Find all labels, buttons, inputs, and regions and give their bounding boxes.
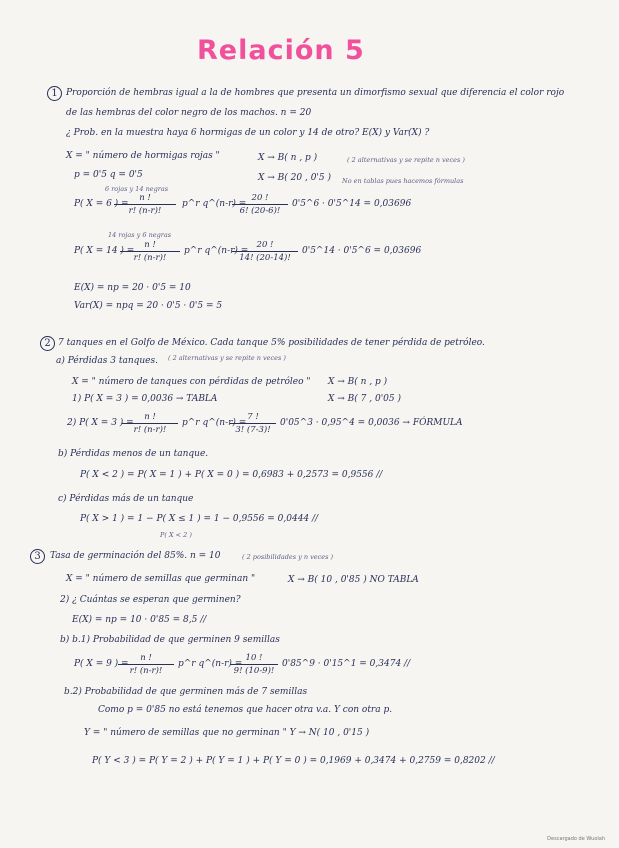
p1-combination-20-14 xyxy=(232,240,298,263)
p1-note-tables: No en tablas pues hacemos fórmulas xyxy=(342,177,464,185)
fraction-numerator: 20 ! xyxy=(251,193,269,203)
p1-combination-formula-2 xyxy=(120,240,180,263)
p1-p6-lhs: P( X = 6 ) = xyxy=(74,199,129,209)
fraction-numerator: n ! xyxy=(139,193,151,203)
p3-p9-result: 0'85^9 · 0'15^1 = 0,3474 // xyxy=(282,659,411,669)
page-title: Relación 5 xyxy=(197,35,365,66)
p1-combination-20-6 xyxy=(232,193,288,216)
p2-variable-definition: X = " número de tanques con pérdidas de petróleo " xyxy=(72,377,311,387)
p2-combination-7-3 xyxy=(230,412,276,435)
p2-part-c-subnote: P( X < 2 ) xyxy=(160,531,192,539)
problem-1-number: 1 xyxy=(47,86,62,101)
problem-3-number: 3 xyxy=(30,549,45,564)
p3-combination-formula xyxy=(118,653,174,676)
p2-result-formula: 0'05^3 · 0,95^4 = 0,0036 → FÓRMULA xyxy=(280,418,463,428)
p3-part-b2-definition: Y = " número de semillas que no germinan " Y → N( 10 , 0'15 ) xyxy=(84,728,370,738)
p1-p14-lhs: P( X = 14 ) = xyxy=(74,246,135,256)
fraction-numerator: n ! xyxy=(144,412,156,422)
fraction-denominator: r! (n-r)! xyxy=(128,206,162,216)
p2-distribution: X → B( 7 , 0'05 ) xyxy=(328,394,401,404)
p3-part-b1: b) b.1) Probabilidad de que germinen 9 semillas xyxy=(60,635,280,645)
p3-expected-value: E(X) = np = 10 · 0'85 = 8,5 // xyxy=(72,615,207,625)
p3-part-b2: b.2) Probabilidad de que germinen más de 7 semillas xyxy=(64,687,308,697)
p2-pq-power: p^r q^(n-r) = xyxy=(182,418,247,428)
p1-question: ¿ Prob. en la muestra haya 6 hormigas de un color y 14 de otro? E(X) y Var(X) ? xyxy=(66,128,430,138)
fraction-denominator: r! (n-r)! xyxy=(133,253,167,263)
p1-p6-result: 0'5^6 · 0'5^14 = 0,03696 xyxy=(292,199,412,209)
p3-variable-definition: X = " número de semillas que germinan " xyxy=(66,574,256,584)
p2-result-table: 1) P( X = 3 ) = 0,0036 → TABLA xyxy=(72,394,218,404)
p2-part-a: a) Pérdidas 3 tanques. xyxy=(56,356,158,366)
fraction-denominator: 3! (7-3)! xyxy=(235,425,271,435)
p1-expected-value: E(X) = np = 20 · 0'5 = 10 xyxy=(74,283,191,293)
p3-p9-lhs: P( X = 9 ) = xyxy=(74,659,129,669)
watermark-logo xyxy=(547,836,605,842)
problem-2-number: 2 xyxy=(40,336,55,351)
fraction-numerator: n ! xyxy=(140,653,152,663)
p3-question-2: 2) ¿ Cuántas se esperan que germinen? xyxy=(60,595,241,605)
fraction-numerator: 7 ! xyxy=(247,412,259,422)
p1-pq-power-1: p^r q^(n-r) = xyxy=(182,199,247,209)
p3-combination-10-9 xyxy=(230,653,278,676)
p1-statement-line2: de las hembras del color negro de los machos. n = 20 xyxy=(66,108,312,118)
p3-pq-power: p^r q^(n-r) = xyxy=(178,659,243,669)
p2-part-b-equation: P( X < 2 ) = P( X = 1 ) + P( X = 0 ) = 0,6983 + 0,2573 = 0,9556 // xyxy=(80,470,383,480)
p1-pq-power-2: p^r q^(n-r) = xyxy=(184,246,249,256)
p1-label-6-rojas: 6 rojas y 14 negras xyxy=(105,185,169,193)
p1-variable-definition: X = " número de hormigas rojas " xyxy=(66,151,220,161)
p2-part-c: c) Pérdidas más de un tanque xyxy=(58,494,194,504)
p2-part-c-equation: P( X > 1 ) = 1 − P( X ≤ 1 ) = 1 − 0,9556 = 0,0444 // xyxy=(80,514,319,524)
p1-variance: Var(X) = npq = 20 · 0'5 · 0'5 = 5 xyxy=(74,301,223,311)
p2-p3-lhs: 2) P( X = 3 ) = xyxy=(67,418,134,428)
fraction-numerator: 20 ! xyxy=(256,240,274,250)
p2-part-b: b) Pérdidas menos de un tanque. xyxy=(58,449,209,459)
p1-note-alternatives: ( 2 alternativas y se repite n veces ) xyxy=(347,156,465,164)
p1-distribution-generic: X → B( n , p ) xyxy=(258,153,318,163)
fraction-denominator: r! (n-r)! xyxy=(129,666,163,676)
p1-p14-result: 0'5^14 · 0'5^6 = 0,03696 xyxy=(302,246,422,256)
fraction-numerator: n ! xyxy=(144,240,156,250)
fraction-denominator: 14! (20-14)! xyxy=(239,253,291,263)
p3-part-b2-equation: P( Y < 3 ) = P( Y = 2 ) + P( Y = 1 ) + P( Y = 0 ) = 0,1969 + 0,3474 + 0,2759 = 0,8202 // xyxy=(92,756,495,766)
p3-distribution: X → B( 10 , 0'85 ) NO TABLA xyxy=(288,575,419,585)
p3-part-b2-note: Como p = 0'85 no está tenemos que hacer otra v.a. Y con otra p. xyxy=(98,705,393,715)
p1-combination-formula-1 xyxy=(114,193,176,216)
fraction-numerator: 10 ! xyxy=(245,653,263,663)
logo-text: Descargado de Wuolah xyxy=(547,836,605,842)
p2-statement: 7 tanques en el Golfo de México. Cada tanque 5% posibilidades de tener pérdida de petróleo. xyxy=(58,338,485,348)
p3-statement: Tasa de germinación del 85%. n = 10 xyxy=(50,551,221,561)
p1-distribution: X → B( 20 , 0'5 ) xyxy=(258,173,331,183)
p3-note-possibilities: ( 2 posibilidades y n veces ) xyxy=(242,553,334,561)
p2-distribution-generic: X → B( n , p ) xyxy=(328,377,388,387)
p1-p-q-values: p = 0'5 q = 0'5 xyxy=(74,170,143,180)
p1-statement-line1: Proporción de hembras igual a la de hombres que presenta un dimorfismo sexual que diferencia el color rojo xyxy=(66,88,565,98)
fraction-denominator: 9! (10-9)! xyxy=(233,666,275,676)
fraction-denominator: 6! (20-6)! xyxy=(239,206,281,216)
p1-label-14-rojas: 14 rojas y 6 negras xyxy=(108,231,172,239)
p2-combination-formula xyxy=(122,412,178,435)
fraction-denominator: r! (n-r)! xyxy=(133,425,167,435)
p2-note-alternatives: ( 2 alternativas y se repite n veces ) xyxy=(168,354,286,362)
